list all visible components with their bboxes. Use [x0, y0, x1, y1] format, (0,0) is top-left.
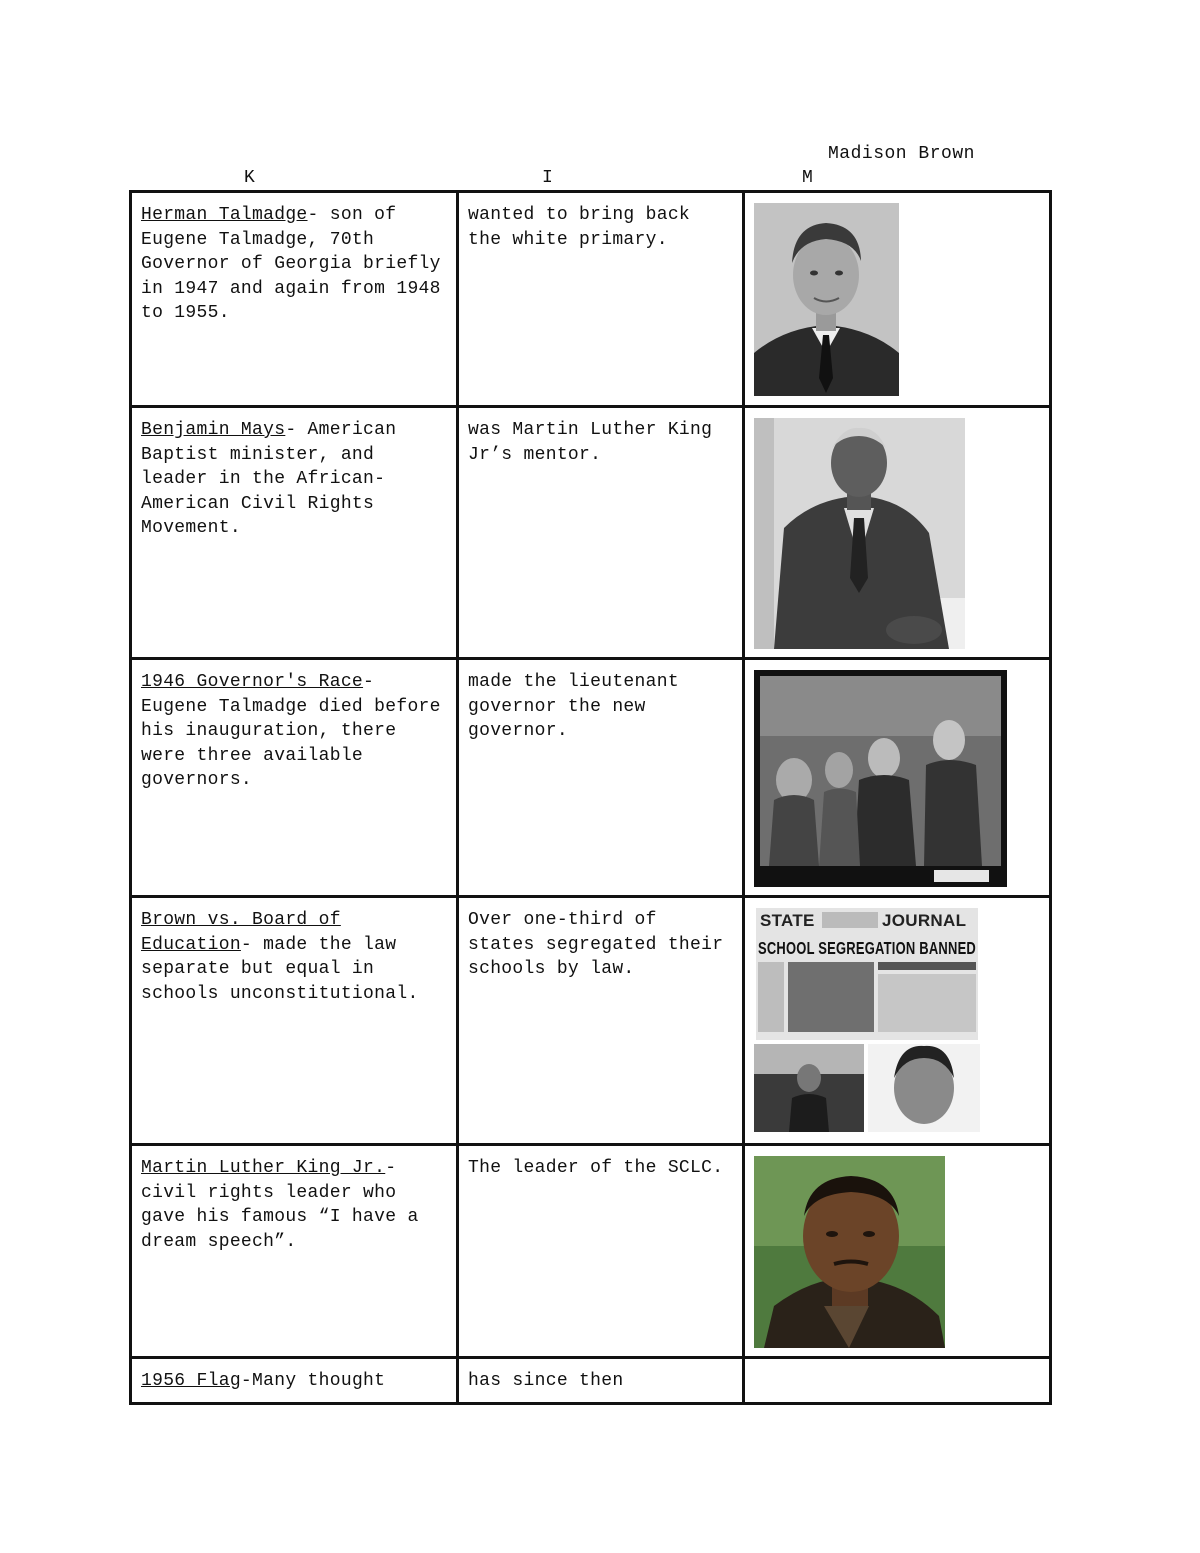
term-description: - civil rights leader who gave his famous “I have a dream speech”. — [141, 1158, 419, 1252]
kim-chart-table — [129, 190, 1052, 1405]
k-cell — [131, 897, 458, 1145]
term-label: 1956 Flag — [141, 1371, 241, 1391]
m-cell — [744, 407, 1051, 659]
table-row — [131, 659, 1051, 897]
m-cell — [744, 1358, 1051, 1404]
i-cell: was Martin Luther King Jr’s mentor. — [458, 407, 744, 659]
k-cell — [131, 192, 458, 407]
column-header-m: M — [802, 168, 813, 188]
term-description: - made the law separate but equal in schools unconstitutional. — [141, 934, 419, 1004]
table-row — [131, 407, 1051, 659]
m-cell — [744, 192, 1051, 407]
table-row — [131, 1358, 1051, 1404]
portrait-photo — [754, 203, 1041, 396]
i-cell: Over one-third of states segregated their schools by law. — [458, 897, 744, 1145]
m-cell — [744, 897, 1051, 1145]
term-description: - American Baptist minister, and leader in the African-American Civil Rights Movement. — [141, 420, 397, 538]
author-name: Madison Brown — [828, 144, 975, 164]
table-row — [131, 1145, 1051, 1358]
k-cell — [131, 1358, 458, 1404]
masthead-left: STATE — [760, 911, 815, 930]
column-header-i: I — [542, 168, 553, 188]
k-cell — [131, 659, 458, 897]
term-description: - son of Eugene Talmadge, 70th Governor of Georgia briefly in 1947 and again from 1948 to 1955. — [141, 205, 441, 323]
portrait-photo — [754, 418, 1041, 649]
m-cell — [744, 659, 1051, 897]
newspaper-collage — [754, 908, 1041, 1132]
i-cell: made the lieutenant governor the new governor. — [458, 659, 744, 897]
masthead-right: JOURNAL — [882, 911, 967, 930]
term-label: Brown vs. Board of Education — [141, 910, 341, 955]
column-header-k: K — [244, 168, 255, 188]
i-cell: The leader of the SCLC. — [458, 1145, 744, 1358]
term-label: 1946 Governor's Race — [141, 672, 364, 692]
k-cell — [131, 407, 458, 659]
headline: SCHOOL SEGREGATION BANNED — [758, 938, 976, 958]
portrait-photo — [754, 1156, 1041, 1348]
term-description: - Eugene Talmadge died before his inauguration, there were three available governors. — [141, 672, 441, 790]
term-label: Martin Luther King Jr. — [141, 1158, 386, 1178]
term-label: Benjamin Mays — [141, 420, 286, 440]
term-label: Herman Talmadge — [141, 205, 308, 225]
table-row — [131, 897, 1051, 1145]
i-cell: wanted to bring back the white primary. — [458, 192, 744, 407]
i-cell: has since then — [458, 1358, 744, 1404]
term-description: -Many thought — [240, 1371, 386, 1391]
m-cell — [744, 1145, 1051, 1358]
group-photo — [754, 670, 1041, 887]
table-row — [131, 192, 1051, 407]
k-cell — [131, 1145, 458, 1358]
